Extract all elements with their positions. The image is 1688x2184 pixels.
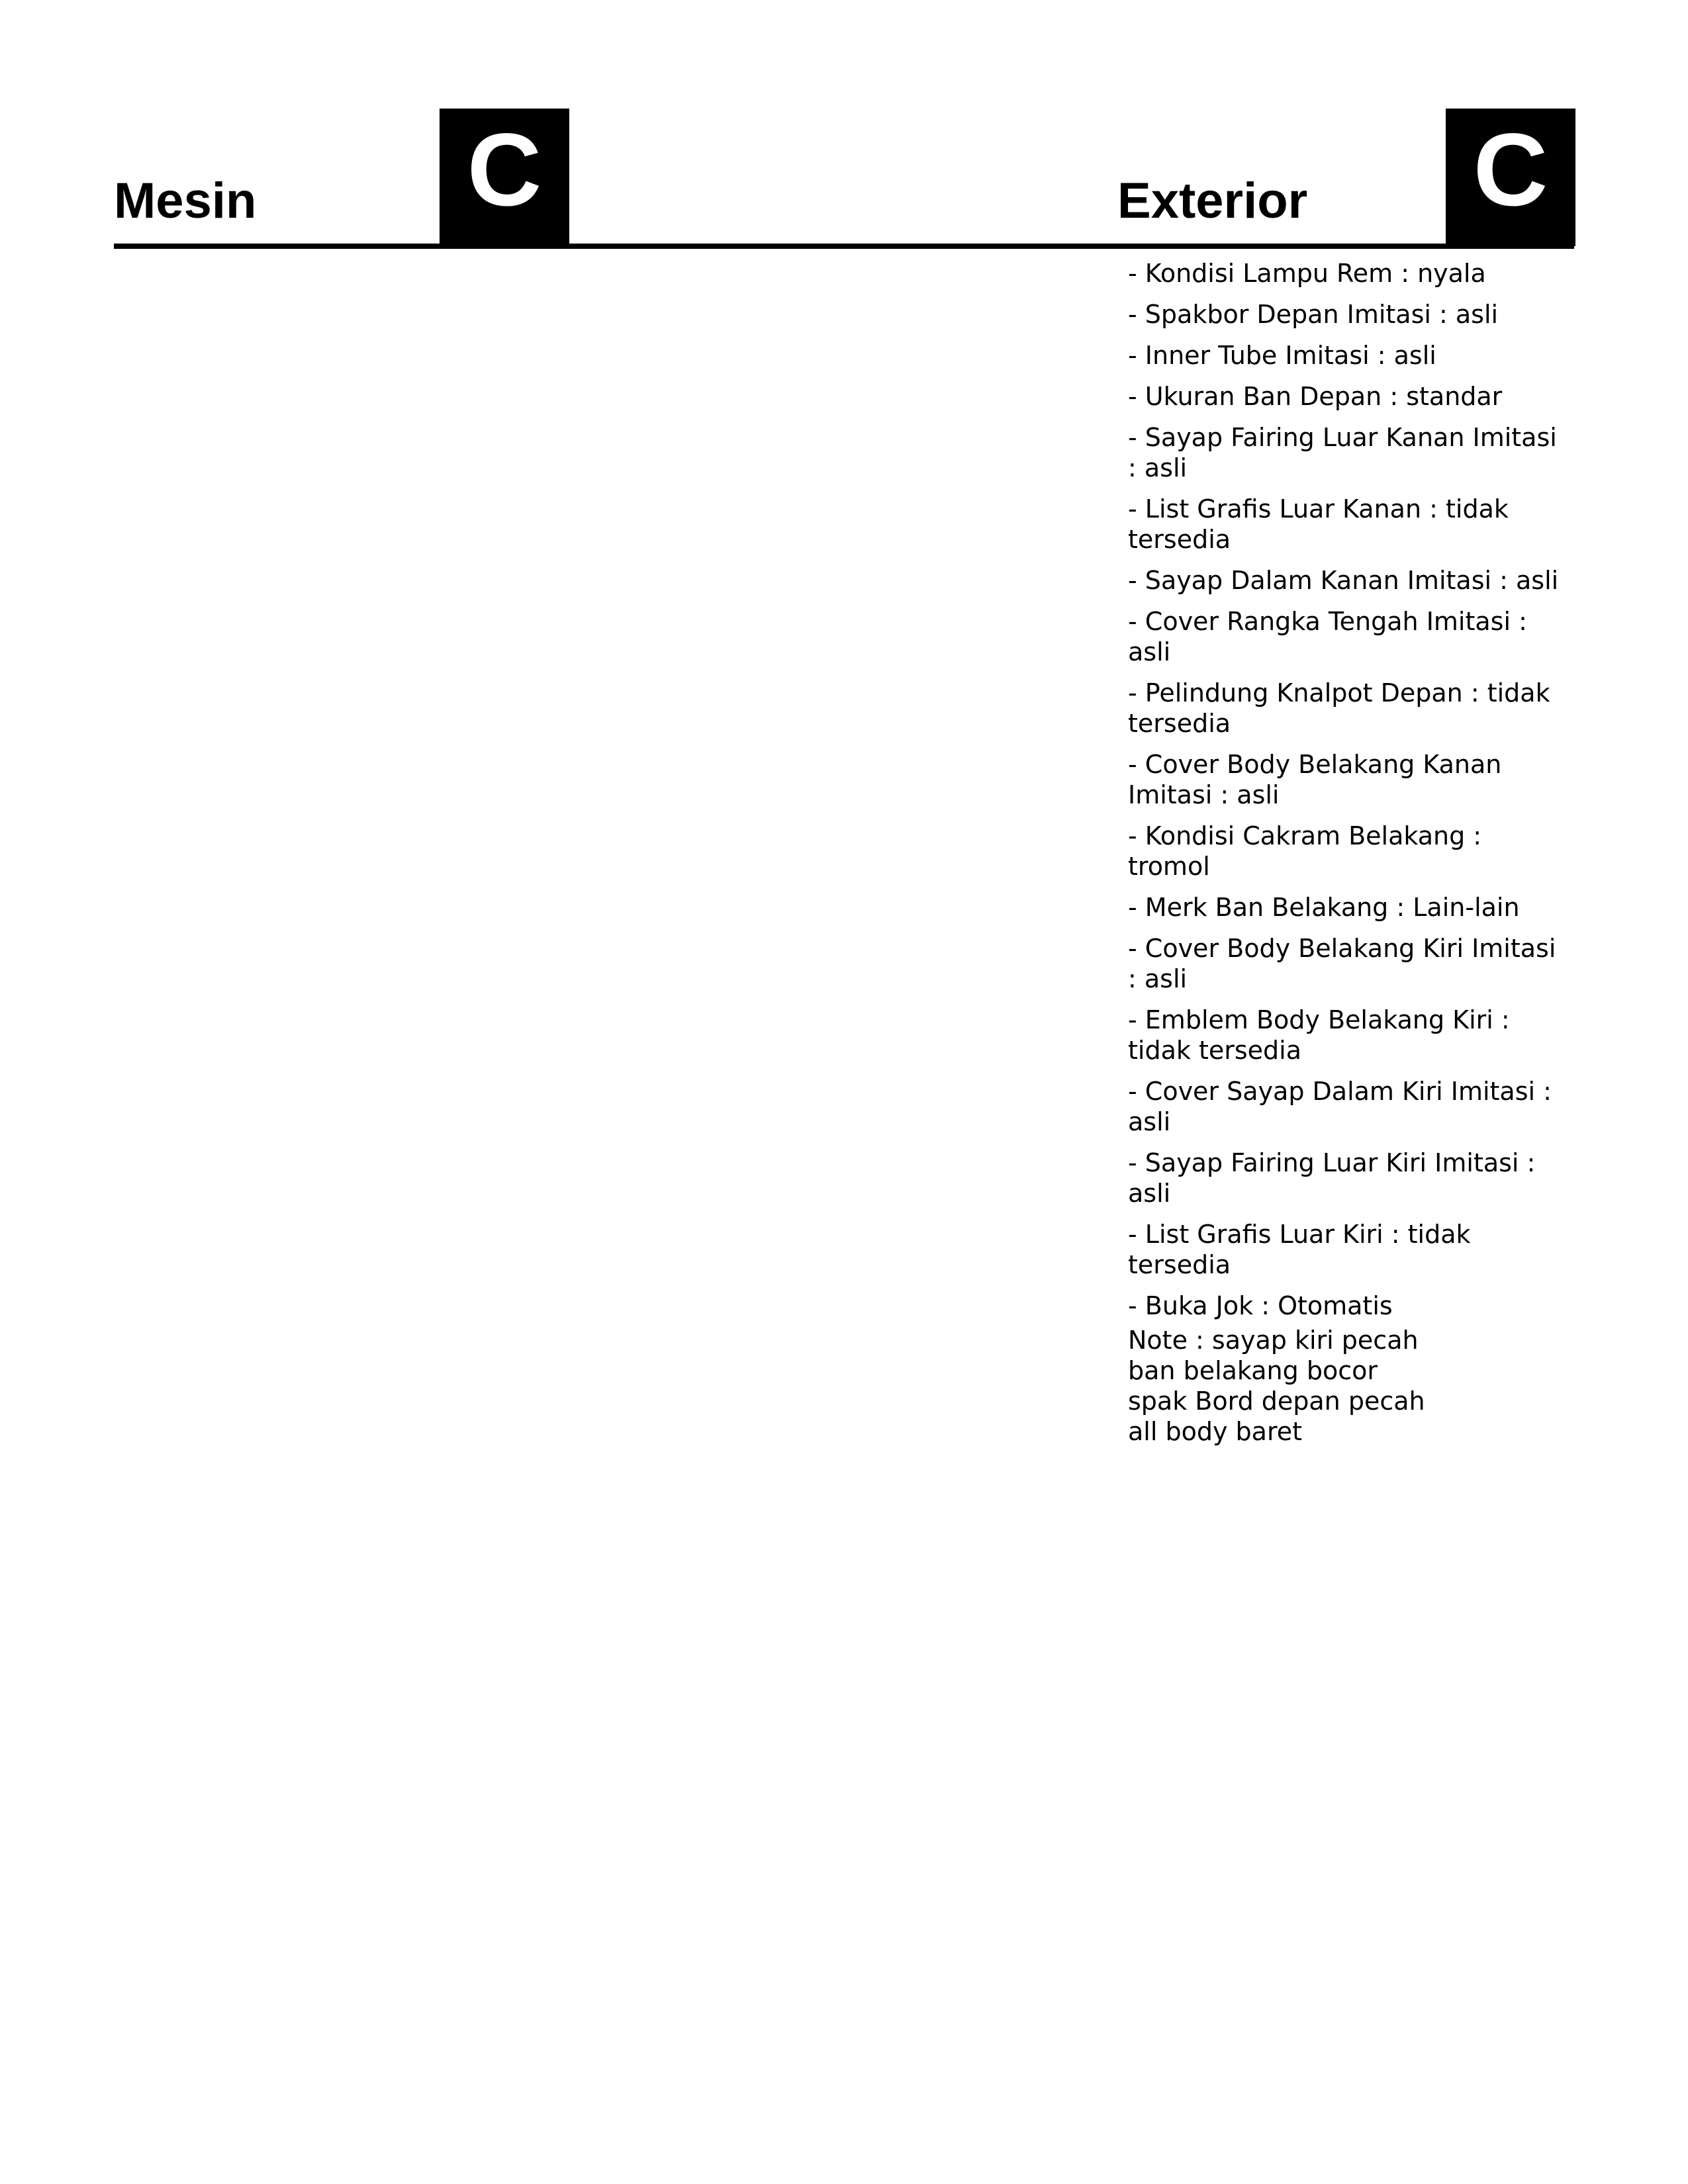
exterior-item: - List Grafis Luar Kanan : tidak tersedia [1128, 494, 1509, 554]
note-line: ban belakang bocor [1128, 1356, 1378, 1385]
exterior-item: - Emblem Body Belakang Kiri : tidak tersedia [1128, 1005, 1510, 1065]
exterior-item: - Cover Sayap Dalam Kiri Imitasi : asli [1128, 1077, 1552, 1136]
note-line: spak Bord depan pecah [1128, 1387, 1425, 1416]
exterior-item: - List Grafis Luar Kiri : tidak tersedia [1128, 1220, 1471, 1279]
exterior-item: - Inner Tube Imitasi : asli [1128, 341, 1436, 370]
exterior-item: - Sayap Fairing Luar Kiri Imitasi : asli [1128, 1148, 1536, 1208]
exterior-item: - Cover Rangka Tengah Imitasi : asli [1128, 607, 1527, 666]
mesin-section-title: Mesin [114, 173, 257, 229]
exterior-item: - Merk Ban Belakang : Lain-lain [1128, 893, 1520, 922]
exterior-grade-letter: C [1473, 113, 1548, 228]
exterior-item: - Sayap Dalam Kanan Imitasi : asli [1128, 566, 1559, 595]
exterior-grade-badge [1446, 109, 1575, 246]
exterior-item: - Kondisi Lampu Rem : nyala [1128, 259, 1486, 288]
exterior-item: - Buka Jok : Otomatis [1128, 1291, 1393, 1320]
mesin-section-divider [114, 244, 590, 249]
exterior-checklist [1128, 258, 1565, 1332]
exterior-item: - Pelindung Knalpot Depan : tidak tersedia [1128, 678, 1550, 738]
exterior-item: - Cover Body Belakang Kanan Imitasi : asli [1128, 750, 1502, 809]
mesin-grade-letter: C [467, 113, 542, 228]
mesin-grade-badge [440, 109, 569, 246]
exterior-item: - Ukuran Ban Depan : standar [1128, 382, 1503, 411]
note-line: Note : sayap kiri pecah [1128, 1326, 1419, 1355]
exterior-section-title: Exterior [1117, 173, 1308, 229]
exterior-section-divider [569, 244, 1574, 249]
note-line: all body baret [1128, 1417, 1303, 1446]
exterior-item: - Kondisi Cakram Belakang : tromol [1128, 821, 1482, 881]
exterior-item: - Sayap Fairing Luar Kanan Imitasi : asli [1128, 423, 1557, 482]
exterior-item: - Cover Body Belakang Kiri Imitasi : asli [1128, 934, 1556, 993]
exterior-note [1128, 1325, 1565, 1447]
exterior-item: - Spakbor Depan Imitasi : asli [1128, 300, 1499, 329]
